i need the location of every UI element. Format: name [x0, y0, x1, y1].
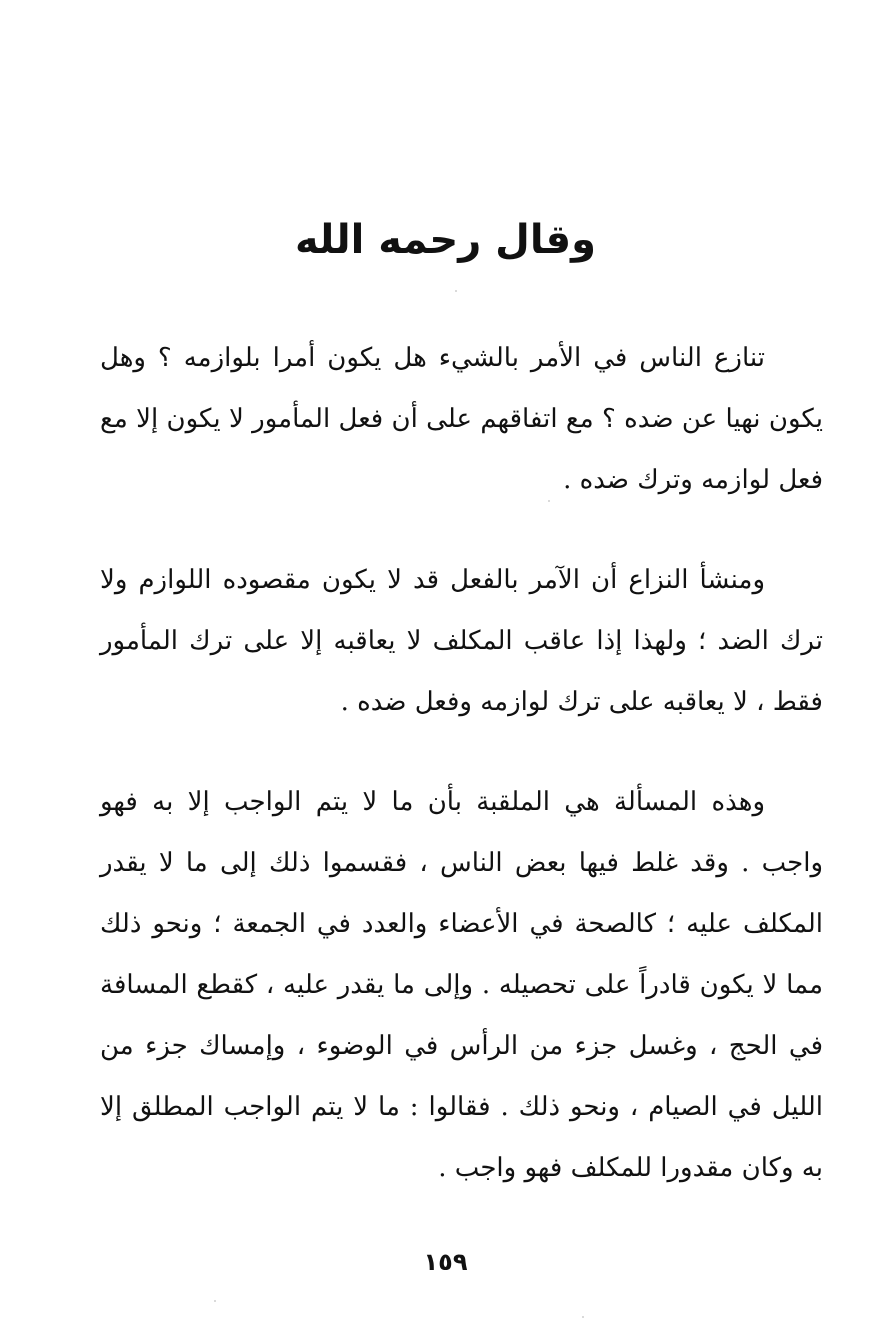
scan-speck	[548, 500, 550, 502]
paragraph: تنازع الناس في الأمر بالشيء هل يكون أمرا بلوازمه ؟ وهل يكون نهيا عن ضده ؟ مع اتفاقهم على أن فعل المأمور لا يكون إلا مع فعل لوازمه وترك ضده .	[100, 343, 823, 495]
scan-speck	[455, 290, 457, 292]
section-heading: وقال رحمه الله	[295, 217, 596, 263]
page-number: ١٥٩	[423, 1248, 468, 1276]
scan-speck	[582, 1316, 584, 1318]
paragraph: ومنشأ النزاع أن الآمر بالفعل قد لا يكون مقصوده اللوازم ولا ترك الضد ؛ ولهذا إذا عاقب المكلف لا يعاقبه إلا على ترك المأمور فقط ، لا يعاقبه على ترك لوازمه وفعل ضده .	[100, 565, 823, 717]
paragraph: وهذه المسألة هي الملقبة بأن ما لا يتم الواجب إلا به فهو واجب . وقد غلط فيها بعض الناس ، فقسموا ذلك إلى ما لا يقدر المكلف عليه ؛ كالصحة في الأعضاء والعدد في الجمعة ؛ ونحو ذلك مما لا يكون قادراً على تحصيله . وإلى ما يقدر عليه ، كقطع المسافة في الحج ، وغسل جزء من الرأس في الوضوء ، وإمساك جزء من الليل في الصيام ، ونحو ذلك . فقالوا : ما لا يتم الواجب المطلق إلا به وكان مقدورا للمكلف فهو واجب .	[100, 787, 823, 1183]
scan-speck	[214, 1300, 216, 1302]
